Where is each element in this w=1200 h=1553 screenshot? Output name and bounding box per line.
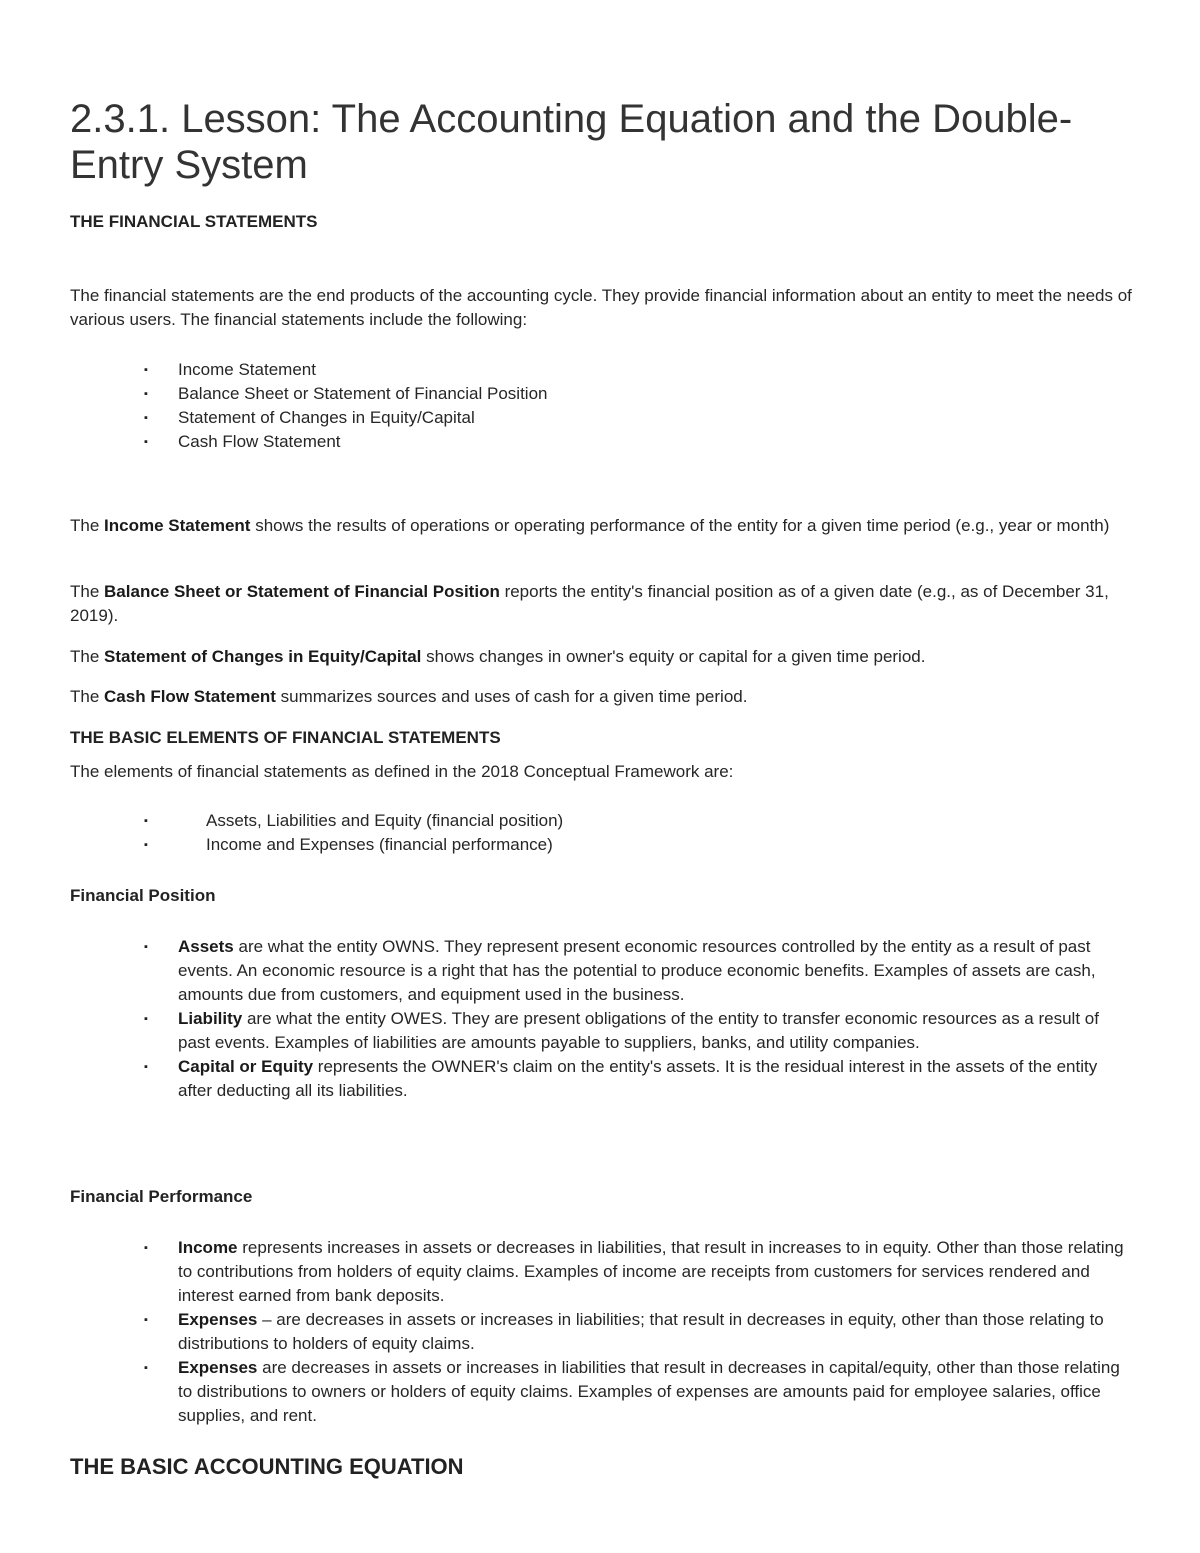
bullet-icon: ▪ [144,364,148,376]
cash-flow-description: The Cash Flow Statement summarizes sources and uses of cash for a given time period. [70,687,748,706]
page-title: 2.3.1. Lesson: The Accounting Equation and the Double-Entry System [70,97,1073,187]
bullet-icon: ▪ [144,412,148,424]
basic-elements-list [70,809,1132,857]
list-item: ▪ Liability are what the entity OWES. They are present obligations of the entity to transfer economic resources as a result of past events. Examples of liabilities are amounts payable to suppliers, banks, and utility companies. [144,1009,1099,1052]
bullet-icon: ▪ [144,1013,148,1025]
list-item: ▪ Statement of Changes in Equity/Capital [70,406,1132,430]
list-item: ▪ Expenses are decreases in assets or increases in liabilities that result in decreases in capital/equity, other than those relating to distributions to owners or holders of equity claims. Examples of expenses are amounts paid for employee salaries, office supplies, and rent. [144,1358,1120,1425]
financial-statements-heading: THE FINANCIAL STATEMENTS [70,212,318,231]
list-item: ▪ Assets are what the entity OWNS. They represent present economic resources controlled by the entity as a result of past events. An economic resource is a right that has the potential to produce economic benefits. Examples of assets are cash, amounts due from customers, and equipment used in the business. [144,937,1096,1004]
list-item: ▪ Balance Sheet or Statement of Financial Position [70,382,1132,406]
bullet-icon: ▪ [144,839,148,851]
income-statement-description: The Income Statement shows the results of operations or operating performance of the entity for a given time period (e.g., year or month) [70,516,1110,535]
basic-elements-intro: The elements of financial statements as defined in the 2018 Conceptual Framework are: [70,762,734,781]
list-item: ▪ Capital or Equity represents the OWNER's claim on the entity's assets. It is the residual interest in the assets of the entity after deducting all its liabilities. [144,1057,1098,1100]
list-item: ▪ Expenses – are decreases in assets or increases in liabilities; that result in decreases in equity, other than those relating to distributions to holders of equity claims. [144,1310,1104,1353]
financial-position-heading: Financial Position [70,886,216,905]
basic-elements-heading: THE BASIC ELEMENTS OF FINANCIAL STATEMENTS [70,728,501,747]
financial-performance-list [70,1236,1132,1428]
financial-statements-intro: The financial statements are the end products of the accounting cycle. They provide financial information about an entity to meet the needs of various users. The financial statements include the following: [70,286,1132,329]
bullet-icon: ▪ [144,1362,148,1374]
list-item: ▪ Income represents increases in assets or decreases in liabilities, that result in increases to in equity. Other than those relating to contributions from holders of equity claims. Examples of income are receipts from customers for services rendered and interest earned from bank deposits. [144,1238,1124,1305]
bullet-icon: ▪ [144,941,148,953]
list-item: ▪ Income Statement [70,358,1132,382]
financial-position-list [70,935,1132,1103]
balance-sheet-description: The Balance Sheet or Statement of Financial Position reports the entity's financial position as of a given date (e.g., as of December 31, 2019). [70,582,1109,625]
financial-statements-list [70,358,1132,454]
financial-performance-heading: Financial Performance [70,1187,253,1206]
list-item: ▪ Income and Expenses (financial performance) [70,833,1132,857]
list-item: ▪ Assets, Liabilities and Equity (financial position) [70,809,1132,833]
bullet-icon: ▪ [144,1061,148,1073]
changes-in-equity-description: The Statement of Changes in Equity/Capital shows changes in owner's equity or capital for a given time period. [70,647,926,666]
bullet-icon: ▪ [144,1314,148,1326]
bullet-icon: ▪ [144,436,148,448]
bullet-icon: ▪ [144,388,148,400]
bullet-icon: ▪ [144,815,148,827]
bullet-icon: ▪ [144,1242,148,1254]
accounting-equation-heading: THE BASIC ACCOUNTING EQUATION [70,1454,464,1479]
list-item: ▪ Cash Flow Statement [70,430,1132,454]
